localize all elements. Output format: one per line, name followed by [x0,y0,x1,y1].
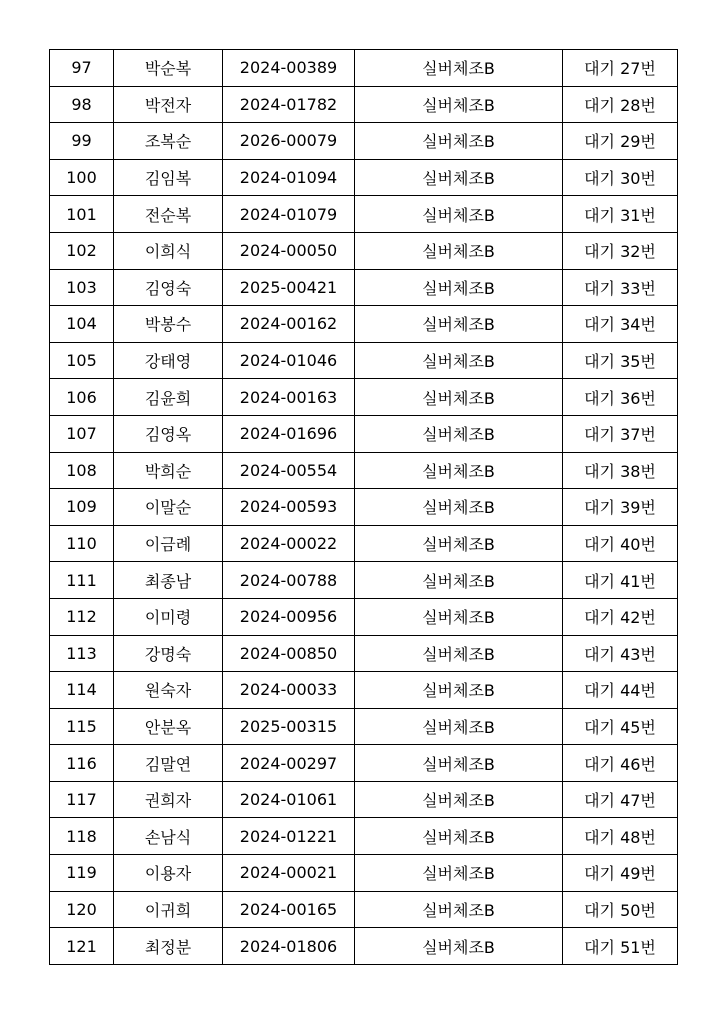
registration-id-cell: 2025-00315 [223,708,355,745]
waitlist-status-cell: 대기 39번 [563,489,678,526]
waitlist-status-cell: 대기 51번 [563,928,678,965]
program-cell: 실버체조B [355,781,563,818]
table-row [50,598,678,635]
program-cell: 실버체조B [355,86,563,123]
name-cell: 전순복 [114,196,223,233]
table-row [50,781,678,818]
name-cell: 최정분 [114,928,223,965]
registration-id-cell: 2024-00297 [223,745,355,782]
row-number-cell: 119 [50,855,114,892]
waitlist-status-cell: 대기 38번 [563,452,678,489]
waitlist-status-cell: 대기 43번 [563,635,678,672]
program-cell: 실버체조B [355,269,563,306]
row-number-cell: 103 [50,269,114,306]
name-cell: 안분옥 [114,708,223,745]
waitlist-status-cell: 대기 49번 [563,855,678,892]
waitlist-status-cell: 대기 44번 [563,672,678,709]
name-cell: 강명숙 [114,635,223,672]
program-cell: 실버체조B [355,489,563,526]
table-row [50,196,678,233]
row-number-cell: 105 [50,342,114,379]
waitlist-status-cell: 대기 46번 [563,745,678,782]
table-row [50,306,678,343]
waitlist-status-cell: 대기 27번 [563,50,678,87]
row-number-cell: 99 [50,123,114,160]
table-row [50,891,678,928]
row-number-cell: 117 [50,781,114,818]
name-cell: 이희식 [114,232,223,269]
program-cell: 실버체조B [355,745,563,782]
waitlist-status-cell: 대기 50번 [563,891,678,928]
registration-id-cell: 2024-01221 [223,818,355,855]
table-row [50,562,678,599]
name-cell: 이용자 [114,855,223,892]
row-number-cell: 109 [50,489,114,526]
waitlist-table [49,49,678,965]
program-cell: 실버체조B [355,342,563,379]
program-cell: 실버체조B [355,928,563,965]
waitlist-status-cell: 대기 48번 [563,818,678,855]
registration-id-cell: 2024-01696 [223,415,355,452]
row-number-cell: 108 [50,452,114,489]
table-row [50,269,678,306]
table-row [50,159,678,196]
name-cell: 김말연 [114,745,223,782]
table-row [50,708,678,745]
program-cell: 실버체조B [355,452,563,489]
name-cell: 최종남 [114,562,223,599]
registration-id-cell: 2024-01806 [223,928,355,965]
waitlist-status-cell: 대기 41번 [563,562,678,599]
program-cell: 실버체조B [355,708,563,745]
registration-id-cell: 2024-00389 [223,50,355,87]
waitlist-table-body [50,50,678,965]
registration-id-cell: 2024-01061 [223,781,355,818]
table-row [50,635,678,672]
waitlist-status-cell: 대기 36번 [563,379,678,416]
table-row [50,672,678,709]
name-cell: 손남식 [114,818,223,855]
registration-id-cell: 2024-00165 [223,891,355,928]
row-number-cell: 116 [50,745,114,782]
program-cell: 실버체조B [355,306,563,343]
program-cell: 실버체조B [355,196,563,233]
waitlist-status-cell: 대기 33번 [563,269,678,306]
program-cell: 실버체조B [355,562,563,599]
registration-id-cell: 2024-00593 [223,489,355,526]
registration-id-cell: 2024-00956 [223,598,355,635]
name-cell: 박순복 [114,50,223,87]
row-number-cell: 100 [50,159,114,196]
name-cell: 권희자 [114,781,223,818]
name-cell: 김임복 [114,159,223,196]
table-row [50,928,678,965]
row-number-cell: 121 [50,928,114,965]
program-cell: 실버체조B [355,635,563,672]
table-row [50,452,678,489]
waitlist-status-cell: 대기 30번 [563,159,678,196]
name-cell: 이귀희 [114,891,223,928]
row-number-cell: 118 [50,818,114,855]
waitlist-status-cell: 대기 42번 [563,598,678,635]
table-row [50,415,678,452]
program-cell: 실버체조B [355,818,563,855]
registration-id-cell: 2024-00050 [223,232,355,269]
name-cell: 원숙자 [114,672,223,709]
row-number-cell: 113 [50,635,114,672]
program-cell: 실버체조B [355,525,563,562]
name-cell: 강태영 [114,342,223,379]
waitlist-status-cell: 대기 45번 [563,708,678,745]
name-cell: 조복순 [114,123,223,160]
waitlist-status-cell: 대기 37번 [563,415,678,452]
registration-id-cell: 2024-01094 [223,159,355,196]
row-number-cell: 97 [50,50,114,87]
row-number-cell: 107 [50,415,114,452]
table-row [50,818,678,855]
registration-id-cell: 2024-01046 [223,342,355,379]
row-number-cell: 120 [50,891,114,928]
row-number-cell: 114 [50,672,114,709]
registration-id-cell: 2024-00850 [223,635,355,672]
registration-id-cell: 2024-00033 [223,672,355,709]
waitlist-status-cell: 대기 40번 [563,525,678,562]
registration-id-cell: 2024-01079 [223,196,355,233]
waitlist-status-cell: 대기 35번 [563,342,678,379]
waitlist-status-cell: 대기 31번 [563,196,678,233]
table-row [50,489,678,526]
name-cell: 이금례 [114,525,223,562]
table-row [50,50,678,87]
waitlist-status-cell: 대기 34번 [563,306,678,343]
row-number-cell: 102 [50,232,114,269]
program-cell: 실버체조B [355,672,563,709]
program-cell: 실버체조B [355,379,563,416]
row-number-cell: 111 [50,562,114,599]
table-row [50,232,678,269]
table-row [50,379,678,416]
row-number-cell: 98 [50,86,114,123]
waitlist-status-cell: 대기 29번 [563,123,678,160]
row-number-cell: 112 [50,598,114,635]
name-cell: 박봉수 [114,306,223,343]
row-number-cell: 101 [50,196,114,233]
registration-id-cell: 2024-00162 [223,306,355,343]
table-row [50,123,678,160]
program-cell: 실버체조B [355,598,563,635]
name-cell: 김윤희 [114,379,223,416]
registration-id-cell: 2025-00421 [223,269,355,306]
waitlist-status-cell: 대기 47번 [563,781,678,818]
table-row [50,525,678,562]
program-cell: 실버체조B [355,855,563,892]
program-cell: 실버체조B [355,891,563,928]
registration-id-cell: 2024-00021 [223,855,355,892]
program-cell: 실버체조B [355,50,563,87]
name-cell: 이미령 [114,598,223,635]
name-cell: 박희순 [114,452,223,489]
waitlist-status-cell: 대기 32번 [563,232,678,269]
program-cell: 실버체조B [355,232,563,269]
waitlist-status-cell: 대기 28번 [563,86,678,123]
name-cell: 김영옥 [114,415,223,452]
table-row [50,86,678,123]
row-number-cell: 104 [50,306,114,343]
registration-id-cell: 2024-01782 [223,86,355,123]
registration-id-cell: 2024-00788 [223,562,355,599]
table-row [50,855,678,892]
row-number-cell: 115 [50,708,114,745]
row-number-cell: 110 [50,525,114,562]
registration-id-cell: 2024-00163 [223,379,355,416]
registration-id-cell: 2024-00554 [223,452,355,489]
program-cell: 실버체조B [355,123,563,160]
registration-id-cell: 2026-00079 [223,123,355,160]
table-row [50,745,678,782]
name-cell: 김영숙 [114,269,223,306]
name-cell: 이말순 [114,489,223,526]
name-cell: 박전자 [114,86,223,123]
program-cell: 실버체조B [355,159,563,196]
program-cell: 실버체조B [355,415,563,452]
registration-id-cell: 2024-00022 [223,525,355,562]
row-number-cell: 106 [50,379,114,416]
table-row [50,342,678,379]
